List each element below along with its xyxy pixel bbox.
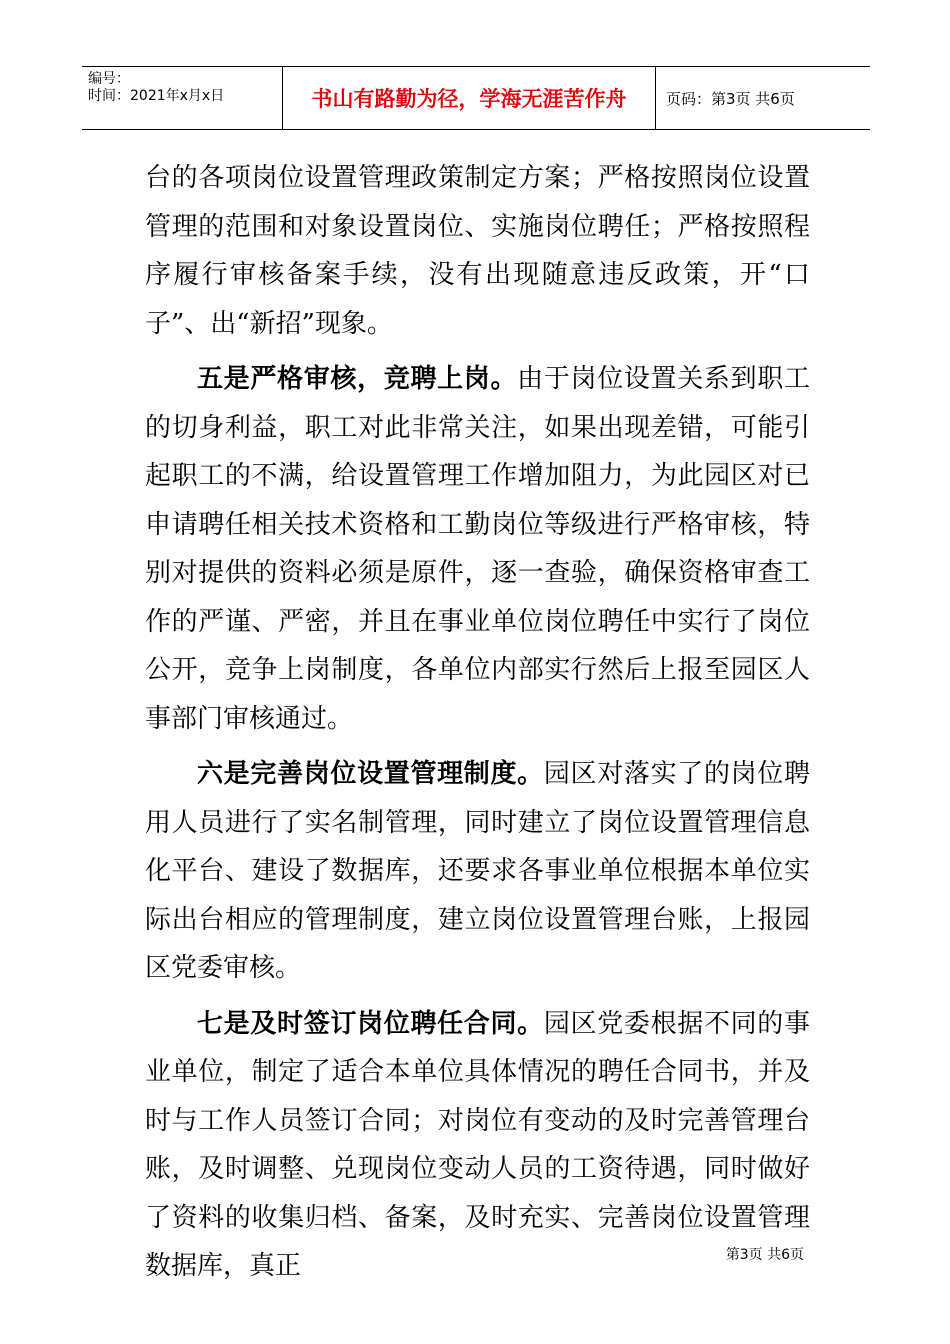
paragraph-text: 园区党委根据不同的事业单位，制定了适合本单位具体情况的聘任合同书，并及时与工作人员签订合同；对岗位有变动的及时完善管理台账，及时调整、兑现岗位变动人员的工资待遇，同时做好了资料的收集归档、备案，及时充实、完善岗位设置管理数据库，真正 xyxy=(145,1008,810,1281)
paragraph-lead: 五是严格审核，竞聘上岗。 xyxy=(197,364,518,394)
serial-number-label: 编号： xyxy=(88,71,130,87)
page-footer: 第3页 共6页 xyxy=(725,1247,804,1263)
paragraph-section-7 xyxy=(145,1000,810,1291)
paragraph-lead: 七是及时签订岗位聘任合同。 xyxy=(197,1008,544,1039)
paragraph-continuation xyxy=(145,154,810,348)
header-page-info: 页码：第3页 共6页 xyxy=(666,89,795,108)
paragraph-lead: 六是完善岗位设置管理制度。 xyxy=(197,759,544,789)
page-header xyxy=(82,66,870,130)
header-motto: 书山有路勤为径，学海无涯苦作舟 xyxy=(282,67,656,129)
paragraph-section-5 xyxy=(145,355,810,743)
paragraph-section-6 xyxy=(145,750,810,993)
paragraph-text: 台的各项岗位设置管理政策制定方案；严格按照岗位设置管理的范围和对象设置岗位、实施岗位聘任；严格按照程序履行审核备案手续，没有出现随意违反政策，开“口子”、出“新招”现象。 xyxy=(145,163,810,339)
header-meta xyxy=(82,67,282,129)
date-label: 时间：2021年x月x日 xyxy=(88,88,225,104)
document-body xyxy=(145,154,810,1291)
paragraph-text: 由于岗位设置关系到职工的切身利益，职工对此非常关注，如果出现差错，可能引起职工的不满，给设置管理工作增加阻力，为此园区对已申请聘任相关技术资格和工勤岗位等级进行严格审核，特别对提供的资料必须是原件，逐一查验，确保资格审查工作的严谨、严密，并且在事业单位岗位聘任中实行了岗位公开，竞争上岗制度，各单位内部实行然后上报至园区人事部门审核通过。 xyxy=(145,364,810,734)
paragraph-text: 园区对落实了的岗位聘用人员进行了实名制管理，同时建立了岗位设置管理信息化平台、建设了数据库，还要求各事业单位根据本单位实际出台相应的管理制度，建立岗位设置管理台账，上报园区党委审核。 xyxy=(145,759,810,983)
